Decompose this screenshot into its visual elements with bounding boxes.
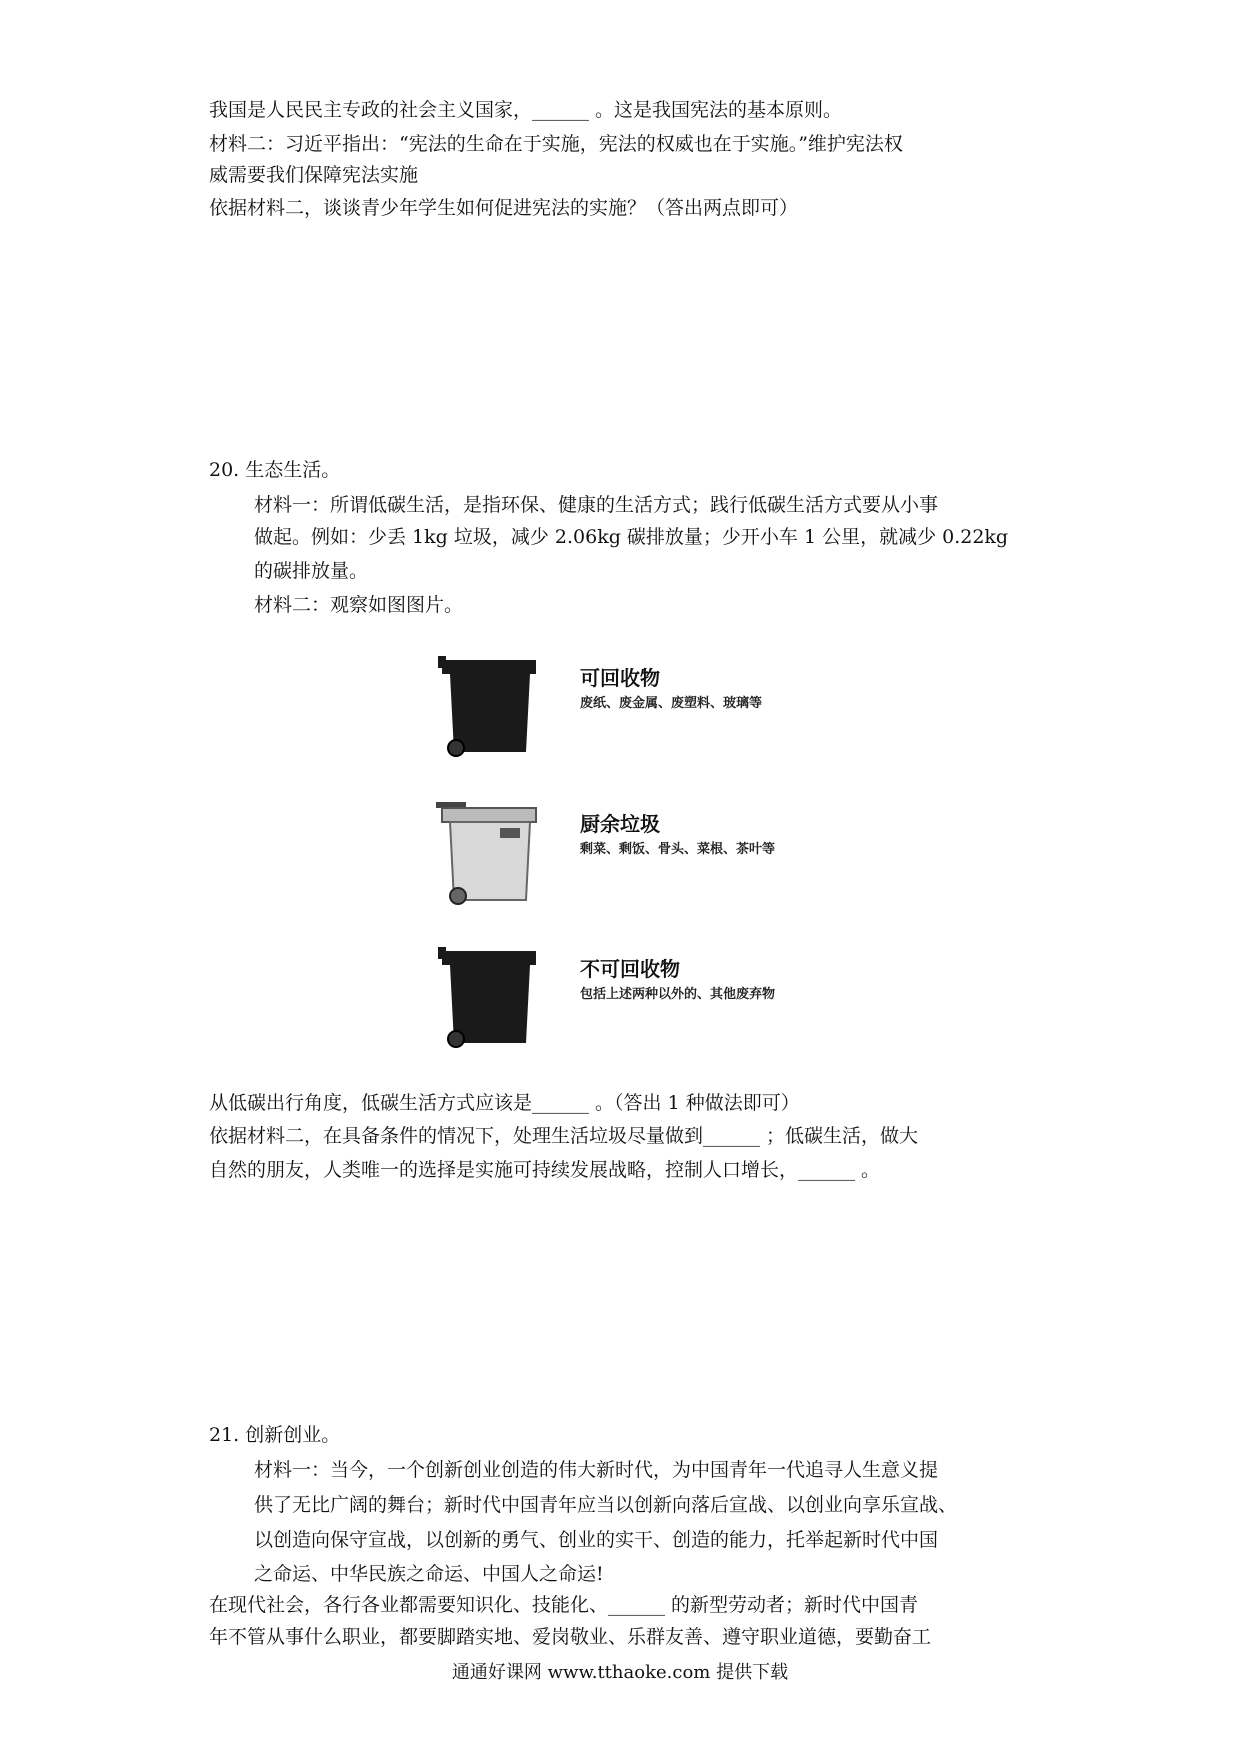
bin-recyclable-title: 可回收物 <box>580 666 660 690</box>
q20-material1-line2: 做起。例如：少丢 1kg 垃圾，减少 2.06kg 碳排放量；少开小车 1 公里，就减少 0.22kg <box>254 526 1009 548</box>
q21-title: 21. 创新创业。 <box>209 1424 341 1446</box>
q20-question-3: 自然的朋友，人类唯一的选择是实施可持续发展战略，控制人口增长，______ 。 <box>209 1159 881 1181</box>
q20-material1-line1: 材料一：所谓低碳生活，是指环保、健康的生活方式；践行低碳生活方式要从小事 <box>254 494 939 516</box>
top-line-1: 我国是人民民主专政的社会主义国家，______ 。这是我国宪法的基本原则。 <box>209 99 843 121</box>
q20-material2: 材料二：观察如图图片。 <box>254 594 464 616</box>
q20-question-2: 依据材料二，在具备条件的情况下，处理生活垃圾尽量做到______ ；低碳生活，做大 <box>209 1125 919 1147</box>
q20-material1-line3: 的碳排放量。 <box>254 560 369 582</box>
bin-kitchen <box>420 798 860 908</box>
q20-title: 20. 生态生活。 <box>209 459 341 481</box>
bin-nonrecyclable-desc: 包括上述两种以外的、其他废弃物 <box>580 987 776 1002</box>
bin-recyclable <box>420 652 860 762</box>
q20-question-1: 从低碳出行角度，低碳生活方式应该是______ 。（答出 1 种做法即可） <box>209 1092 800 1114</box>
q21-material1-line4: 之命运、中华民族之命运、中国人之命运! <box>254 1563 604 1585</box>
bin-nonrecyclable <box>420 943 860 1053</box>
q21-material1-line3: 以创造向保守宣战，以创新的勇气、创业的实干、创造的能力，托举起新时代中国 <box>254 1529 939 1551</box>
bin-kitchen-desc: 剩菜、剩饭、骨头、菜根、茶叶等 <box>580 842 776 857</box>
bin-recyclable-desc: 废纸、废金属、废塑料、玻璃等 <box>580 696 763 711</box>
kitchen-bin-icon <box>430 798 540 908</box>
bin-kitchen-title: 厨余垃圾 <box>580 812 660 836</box>
recyclable-bin-icon <box>430 652 540 762</box>
top-line-3: 威需要我们保障宪法实施 <box>209 164 419 186</box>
q21-question-2: 年不管从事什么职业，都要脚踏实地、爱岗敬业、乐群友善、遵守职业道德，要勤奋工 <box>209 1626 932 1648</box>
bin-nonrecyclable-title: 不可回收物 <box>580 957 680 981</box>
nonrecyclable-bin-icon <box>430 943 540 1053</box>
top-line-4: 依据材料二，谈谈青少年学生如何促进宪法的实施？（答出两点即可） <box>209 197 799 219</box>
q21-material1-line1: 材料一：当今，一个创新创业创造的伟大新时代，为中国青年一代追寻人生意义提 <box>254 1459 939 1481</box>
footer-watermark: 通通好课网 www.tthaoke.com 提供下载 <box>451 1662 789 1683</box>
top-line-2: 材料二：习近平指出：“宪法的生命在于实施，宪法的权威也在于实施。”维护宪法权 <box>209 133 903 155</box>
q21-material1-line2: 供了无比广阔的舞台；新时代中国青年应当以创新向落后宣战、以创业向享乐宣战、 <box>254 1494 958 1516</box>
q21-question-1: 在现代社会，各行各业都需要知识化、技能化、______ 的新型劳动者；新时代中国青 <box>209 1594 919 1616</box>
